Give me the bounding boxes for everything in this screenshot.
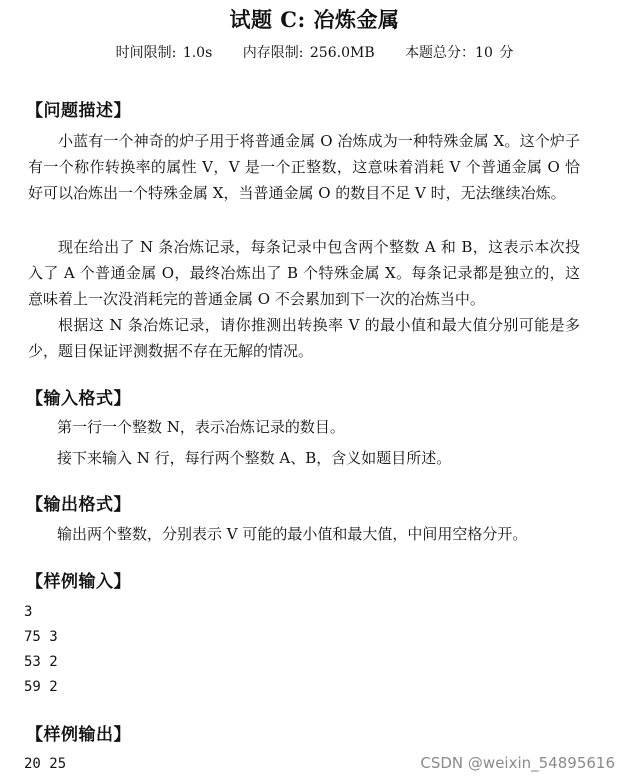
time-limit: 时间限制: 1.0s <box>115 45 213 61</box>
total-score: 本题总分：10 分 <box>405 45 514 61</box>
problem-paragraph-3: 根据这 N 条冶炼记录，请你推测出转换率 V 的最小值和最大值分别可能是多少，题目保证评测数据不存在无解的情况。 <box>28 316 580 360</box>
sample-input-block <box>24 600 58 700</box>
problem-meta <box>0 42 629 62</box>
input-format-line-1: 第一行一个整数 N，表示冶炼记录的数目。 <box>57 418 345 436</box>
problem-paragraph-1: 小蓝有一个神奇的炉子用于将普通金属 O 冶炼成为一种特殊金属 X。这个炉子有一个称作转换率的属性 V，V 是一个正整数，这意味着消耗 V 个普通金属 O 恰好可以冶炼出一个特殊金属 X，当普通金属 O 的数目不足 V 时，无法继续冶炼。 <box>28 132 580 202</box>
sample-output-line: 20 25 <box>24 756 67 772</box>
input-format-heading: 【输入格式】 <box>26 389 131 409</box>
output-format-line-1: 输出两个整数，分别表示 V 可能的最小值和最大值，中间用空格分开。 <box>57 525 528 543</box>
sample-input-heading: 【样例输入】 <box>26 572 131 592</box>
input-format-line-2: 接下来输入 N 行，每行两个整数 A、B，含义如题目所述。 <box>57 449 452 467</box>
memory-limit: 内存限制: 256.0MB <box>242 45 375 61</box>
sample-input-line: 53 2 <box>24 654 58 670</box>
sample-input-line: 3 <box>24 604 33 620</box>
sample-input-line: 75 3 <box>24 629 58 645</box>
sample-output-heading: 【样例输出】 <box>26 725 131 745</box>
page-title: 试题 C: 冶炼金属 <box>229 7 400 32</box>
sample-output-block <box>24 752 66 777</box>
problem-heading: 【问题描述】 <box>26 101 131 121</box>
sample-input-line: 59 2 <box>24 679 58 695</box>
watermark: CSDN @weixin_54895616 <box>420 754 615 772</box>
output-format-heading: 【输出格式】 <box>26 495 131 515</box>
problem-paragraph-2: 现在给出了 N 条冶炼记录，每条记录中包含两个整数 A 和 B，这表示本次投入了 A 个普通金属 O，最终冶炼出了 B 个特殊金属 X。每条记录都是独立的，这意味着上一次没消耗完的普通金属 O 不会累加到下一次的冶炼当中。 <box>28 238 580 308</box>
